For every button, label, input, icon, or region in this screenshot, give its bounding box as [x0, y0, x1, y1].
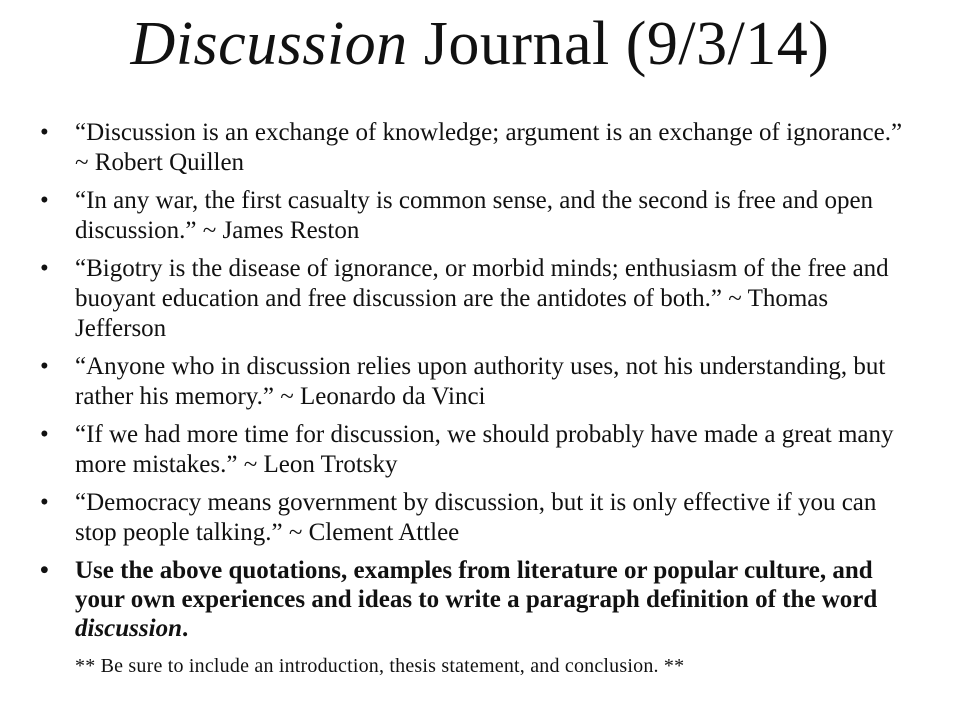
quote-text: “Discussion is an exchange of knowledge; argument is an exchange of ignorance.” ~ Robert Quillen: [75, 119, 903, 176]
bullet-icon: •: [40, 353, 49, 380]
title-italic-word: Discussion: [130, 10, 408, 78]
quote-text: “Bigotry is the disease of ignorance, or morbid minds; enthusiasm of the free and buoyant education and free discussion are the antidotes of both.” ~ Thomas Jefferson: [75, 255, 889, 342]
quote-item: [40, 352, 920, 412]
assignment-note: ** Be sure to include an introduction, thesis statement, and conclusion. **: [75, 655, 685, 677]
quote-text: “If we had more time for discussion, we should probably have made a great many more mistakes.” ~ Leon Trotsky: [75, 421, 894, 478]
instruction-before: Use the above quotations, examples from literature or popular culture, and your own experiences and ideas to write a paragraph definition of the word: [75, 557, 878, 613]
quote-item: [40, 420, 920, 480]
quote-item: [40, 186, 920, 246]
instruction-item: [40, 556, 920, 643]
instruction-after: .: [181, 615, 189, 642]
instruction-text: [75, 557, 877, 642]
quote-list: [40, 118, 920, 651]
bullet-icon: •: [40, 421, 49, 448]
slide-title: [0, 10, 960, 78]
bullet-icon: •: [40, 489, 49, 516]
bullet-icon: •: [40, 255, 49, 282]
quote-item: [40, 254, 920, 344]
bullet-icon: •: [40, 187, 49, 214]
quote-item: [40, 118, 920, 178]
quote-item: [40, 488, 920, 548]
quote-text: “Democracy means government by discussion, but it is only effective if you can stop people talking.” ~ Clement Attlee: [75, 489, 877, 546]
title-rest: Journal (9/3/14): [407, 10, 830, 78]
bullet-icon: •: [40, 119, 49, 146]
quote-text: “In any war, the first casualty is common sense, and the second is free and open discussion.” ~ James Reston: [75, 187, 874, 244]
instruction-word: discussion: [75, 615, 182, 642]
bullet-icon: •: [40, 557, 49, 584]
quote-text: “Anyone who in discussion relies upon authority uses, not his understanding, but rather his memory.” ~ Leonardo da Vinci: [75, 353, 886, 410]
